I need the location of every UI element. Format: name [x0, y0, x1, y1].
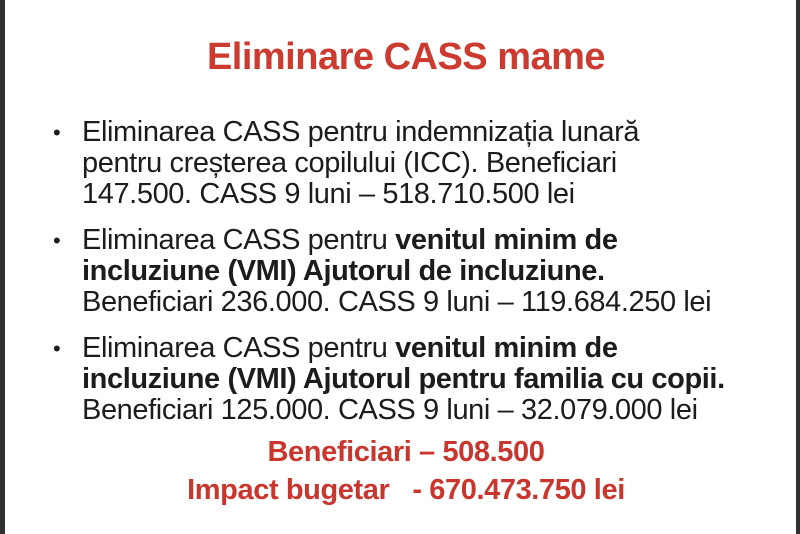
bullet-text-segment: Eliminarea CASS pentru [82, 332, 396, 364]
bullet-list [50, 117, 762, 426]
bullet-dot-icon: • [53, 120, 61, 145]
bullet-text-segment: incluziune (VMI) Ajutorul pentru familia cu copii. [82, 363, 725, 395]
bullet-text [82, 117, 762, 210]
bullet-line [82, 395, 762, 426]
bullet-line [82, 364, 762, 395]
bullet-dot-icon: • [53, 336, 61, 361]
bullet-line [82, 179, 762, 210]
bullet-text [82, 333, 762, 426]
bullet-line [82, 333, 762, 364]
bullet-line [82, 256, 762, 287]
bullet-text-segment: Beneficiari 125.000. CASS 9 luni – 32.079.000 lei [82, 394, 698, 426]
bullet-item [50, 225, 762, 318]
bullet-line [82, 117, 762, 148]
slide-content [5, 0, 796, 534]
bullet-text-segment: Eliminarea CASS pentru indemnizația lunară [82, 116, 640, 148]
bullet-text-segment: venitul minim de [395, 224, 618, 256]
bullet-text-segment: venitul minim de [395, 332, 618, 364]
bullet-text-segment: pentru creșterea copilului (ICC). Beneficiari [82, 147, 617, 179]
bullet-text [82, 225, 762, 318]
bullet-item [50, 117, 762, 210]
bullet-line [82, 148, 762, 179]
bullet-text-segment: Eliminarea CASS pentru [82, 224, 396, 256]
bullet-text-segment: 147.500. CASS 9 luni – 518.710.500 lei [82, 178, 575, 210]
bullet-text-segment: Beneficiari 236.000. CASS 9 luni – 119.684.250 lei [82, 286, 712, 318]
slide-title: Eliminare CASS mame [206, 36, 606, 78]
totals-block [50, 435, 762, 507]
beneficiari-total: Beneficiari – 508.500 [267, 436, 545, 468]
impact-bugetar-total: Impact bugetar - 670.473.750 lei [187, 474, 625, 506]
bullet-line [82, 287, 762, 318]
bullet-item [50, 333, 762, 426]
bullet-line [82, 225, 762, 256]
bullet-dot-icon: • [53, 228, 61, 253]
right-edge-bar [796, 0, 800, 534]
bullet-text-segment: incluziune (VMI) Ajutorul de incluziune. [82, 255, 605, 287]
